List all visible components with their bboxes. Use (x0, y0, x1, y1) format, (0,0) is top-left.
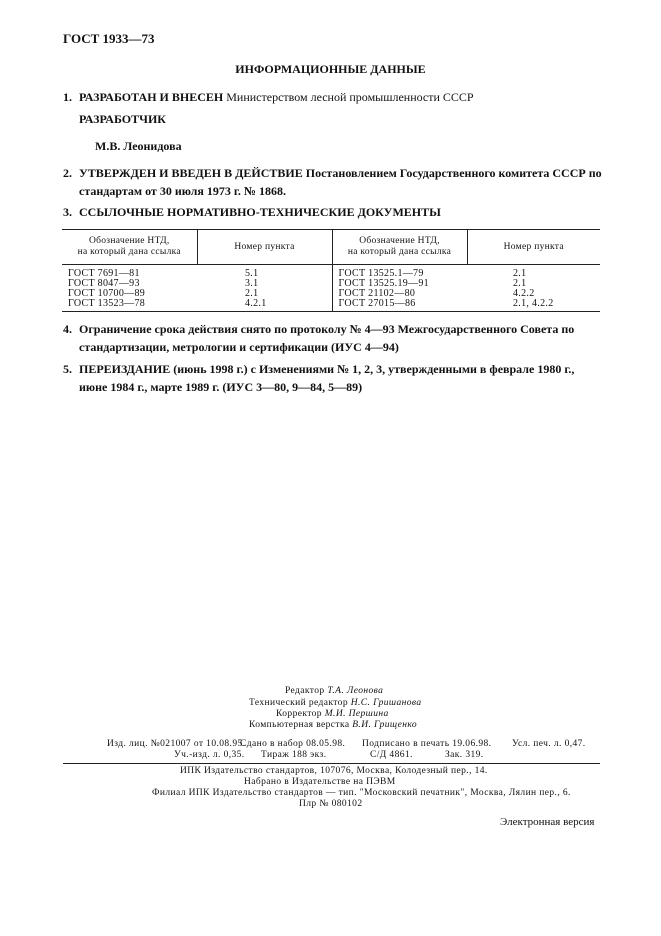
table-cell: ГОСТ 7691—81 (68, 268, 140, 279)
item-1 (63, 88, 474, 106)
imprint-typeset-date: Сдано в набор 08.05.98. (240, 739, 346, 749)
tech-editor-label: Технический редактор (249, 698, 348, 708)
editor-name: Т.А. Леонова (327, 686, 384, 696)
tech-editor-name: Н.С. Гришанова (350, 698, 422, 708)
developer-label: РАЗРАБОТЧИК (79, 112, 166, 126)
table-cell: 2.1 (513, 278, 527, 289)
table-cell: ГОСТ 21102—80 (338, 288, 416, 299)
col-header-ntd-2 (332, 230, 467, 265)
referenced-documents-table (62, 229, 600, 312)
table-cell: ГОСТ 13525.1—79 (338, 268, 424, 279)
layout-label: Компьютерная верстка (249, 720, 350, 730)
item-5-number: 5. (63, 362, 72, 376)
table-cell: 3.1 (197, 279, 332, 289)
imprint-circulation: Тираж 188 экз. (261, 750, 327, 760)
table-cell: ГОСТ 13525.19—91 (338, 278, 429, 289)
item-3 (63, 203, 441, 221)
table-cell: 4.2.2 (513, 288, 535, 299)
item-2-heading: УТВЕРЖДЕН И ВВЕДЕН В ДЕЙСТВИЕ (79, 166, 303, 180)
table-cell: 2.1 (513, 268, 527, 279)
header-text: Обозначение НТД, на который дана ссылка (77, 236, 181, 257)
imprint-divider (63, 763, 600, 764)
editor-label: Редактор (285, 686, 325, 696)
item-5-text: (июнь 1998 г.) с Изменениями № 1, 2, 3, утвержденными в феврале 1980 г., июне 1984 г., марте 1989 г. (ИУС 3—80, 9—84, 5—89) (79, 362, 575, 394)
developer-name: М.В. Леонидова (95, 139, 182, 153)
table-row (62, 299, 600, 312)
item-1-number: 1. (63, 90, 72, 104)
imprint-order: Зак. 319. (445, 750, 484, 760)
item-4-number: 4. (63, 322, 72, 336)
item-1-heading: РАЗРАБОТАН И ВНЕСЕН (79, 90, 224, 104)
imprint-plr: Плр № 080102 (299, 799, 363, 809)
imprint-branch: Филиал ИПК Издательство стандартов — тип. "Московский печатник", Москва, Лялин пер., 6. (152, 788, 571, 798)
electronic-version-label: Электронная версия (500, 816, 595, 828)
imprint-print-date: Подписано в печать 19.06.98. (362, 739, 492, 749)
table-cell: ГОСТ 10700—89 (68, 288, 146, 299)
editor-line (285, 686, 383, 697)
imprint-publisher: ИПК Издательство стандартов, 107076, Москва, Колодезный пер., 14. (180, 766, 488, 776)
imprint-publisher-sheets: Уч.-изд. л. 0,35. (174, 750, 245, 760)
table-cell: ГОСТ 8047—93 (68, 278, 140, 289)
table-cell: 2.1 (197, 289, 332, 299)
item-3-number: 3. (63, 205, 72, 219)
tech-editor-line (249, 698, 422, 709)
item-4-text: Ограничение срока действия снято по протоколу № 4—93 Межгосударственного Совета по стандартизации, метрологии и сертификации (ИУС 4—94) (79, 322, 575, 354)
layout-line (249, 720, 417, 731)
section-title: ИНФОРМАЦИОННЫЕ ДАННЫЕ (235, 62, 426, 76)
document-code: ГОСТ 1933—73 (63, 31, 155, 46)
table-cell: ГОСТ 13523—78 (62, 299, 197, 312)
imprint-license: Изд. лиц. №021007 от 10.08.95. (107, 739, 246, 749)
corrector-line (276, 709, 389, 720)
item-4 (63, 320, 603, 356)
item-5 (63, 360, 603, 396)
table-cell: 2.1, 4.2.2 (467, 299, 600, 312)
corrector-label: Корректор (276, 709, 322, 719)
item-2 (63, 164, 603, 200)
col-header-clause-2: Номер пункта (467, 230, 600, 265)
item-5-heading: ПЕРЕИЗДАНИЕ (79, 362, 171, 376)
item-2-number: 2. (63, 166, 72, 180)
table-cell: 4.2.1 (197, 299, 332, 312)
imprint-typeset: Набрано в Издательстве на ПЭВМ (244, 777, 396, 787)
item-1-text: Министерством лесной промышленности СССР (226, 90, 474, 104)
imprint-sd: С/Д 4861. (370, 750, 413, 760)
table-cell: ГОСТ 27015—86 (332, 299, 467, 312)
header-text: Обозначение НТД, на который дана ссылка (347, 236, 452, 257)
table-row (62, 265, 600, 280)
item-3-heading: ССЫЛОЧНЫЕ НОРМАТИВНО-ТЕХНИЧЕСКИЕ ДОКУМЕНТЫ (79, 205, 441, 219)
corrector-name: М.И. Першина (324, 709, 389, 719)
imprint-print-sheets: Усл. печ. л. 0,47. (512, 739, 586, 749)
layout-name: В.И. Грищенко (352, 720, 418, 730)
table-header-row (62, 230, 600, 265)
col-header-ntd-1 (62, 230, 197, 265)
col-header-clause-1: Номер пункта (197, 230, 332, 265)
table-cell: 5.1 (197, 265, 332, 280)
item-2-text: Постановлением Государственного комитета СССР по стандартам от 30 июля 1973 г. № 1868. (79, 166, 602, 198)
